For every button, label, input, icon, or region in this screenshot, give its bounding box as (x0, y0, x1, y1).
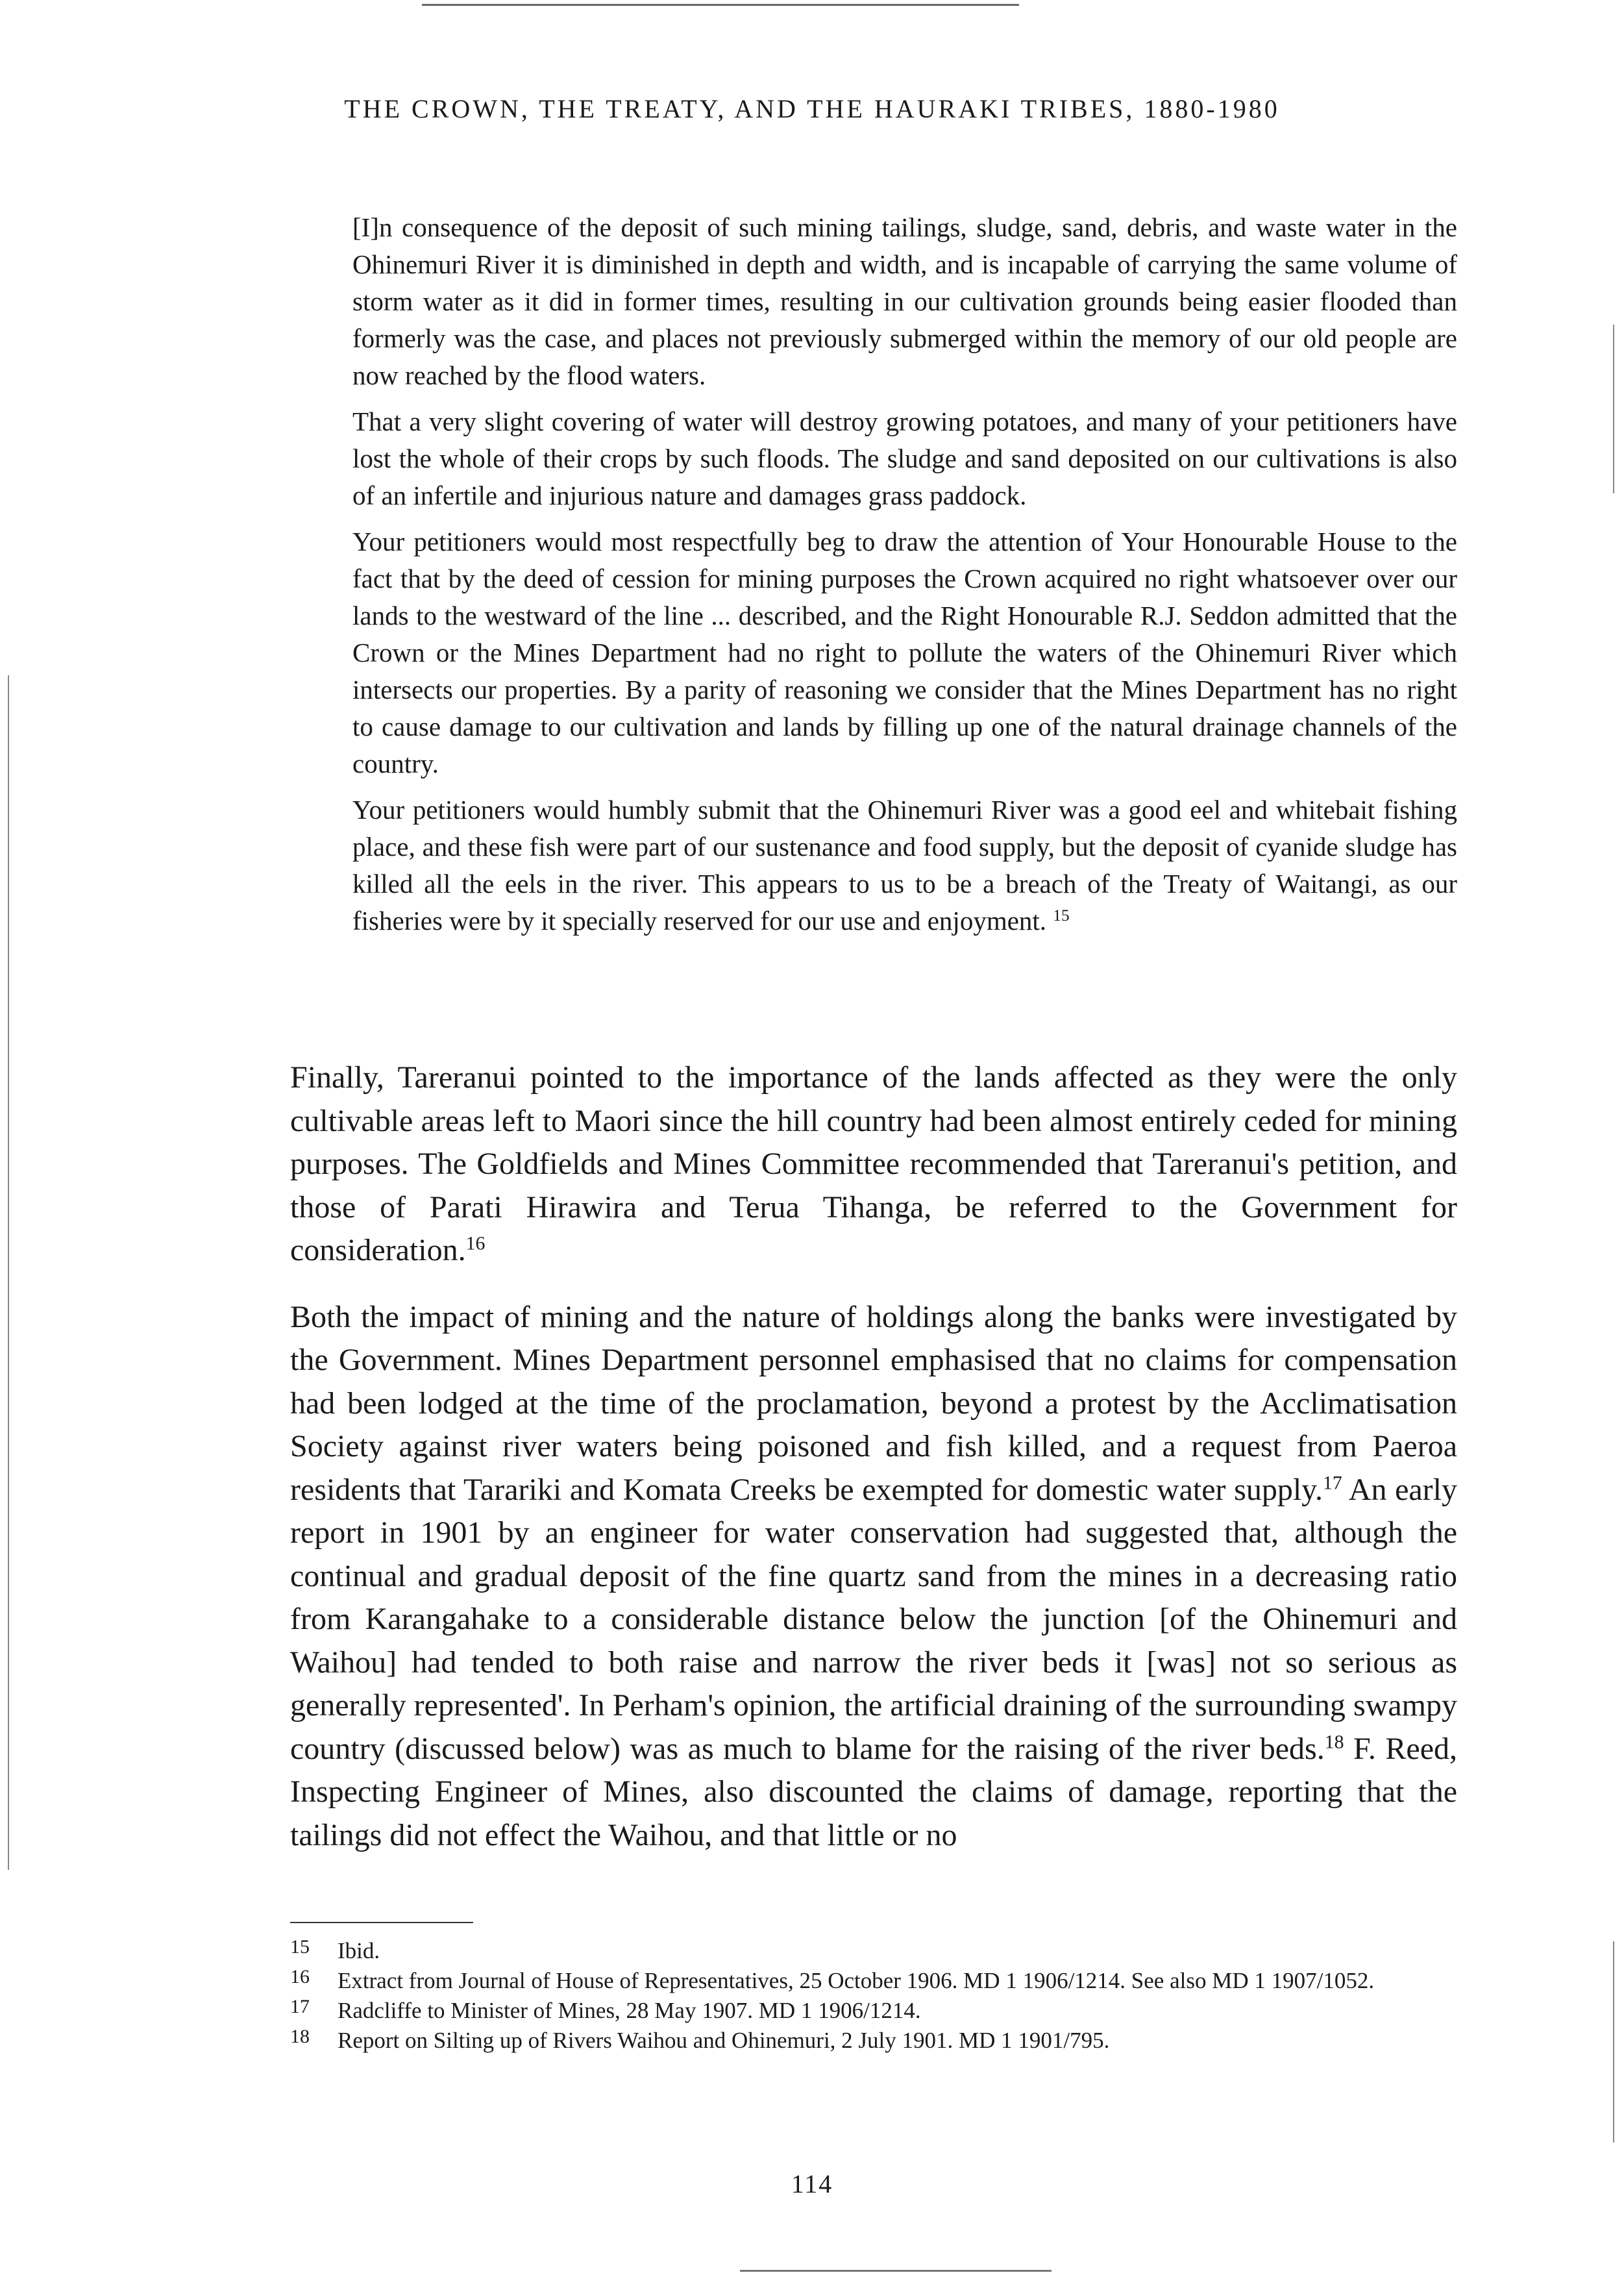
footnote (290, 1998, 1457, 2024)
running-head: THE CROWN, THE TREATY, AND THE HAURAKI TRIBES, 1880-1980 (344, 94, 1280, 123)
margin-mark-right (1613, 325, 1614, 493)
footnote-ref: 17 (1323, 1472, 1342, 1494)
quote-paragraph: Your petitioners would most respectfully beg to draw the attention of Your Honourable House to the fact that by the deed of cession for mining purposes the Crown acquired no right whatsoever over our lands to the westward of the line ... described, and the Right Honourable R.J. Seddon admitted that the Crown or the Mines Department had no right to pollute the waters of the Ohinemuri River which intersects our properties. By a parity of reasoning we consider that the Mines Department has no right to cause damage to our cultivation and lands by filling up one of the natural drainage channels of the country. (352, 527, 1457, 778)
footnote (290, 1938, 1457, 1964)
page-number: 114 (791, 2169, 833, 2198)
scan-edge-bottom (740, 2270, 1052, 2272)
body-paragraph (290, 1296, 1457, 1858)
margin-mark-left (8, 675, 9, 1870)
body-paragraph-text: F. Reed, Inspecting Engineer of Mines, also discounted the claims of damage, reporting that the tailings did not effect the Waihou, and that little or no (290, 1731, 1457, 1852)
quote-paragraph (352, 791, 1457, 939)
footnotes (290, 1938, 1457, 2058)
footnote-number: 15 (290, 1936, 310, 1958)
footnote-number: 18 (290, 2026, 310, 2047)
footnote-ref: 15 (1053, 906, 1070, 925)
body-paragraph-text: Finally, Tareranui pointed to the importance of the lands affected as they were the only cultivable areas left to Maori since the hill country had been almost entirely ceded for mining purposes. The Goldfields and Mines Committee recommended that Tareranui's petition, and those of Parati Hirawira and Terua Tihanga, be referred to the Government for consideration. (290, 1060, 1457, 1267)
footnote (290, 1968, 1457, 1994)
footnote-text: Radcliffe to Minister of Mines, 28 May 1907. MD 1 1906/1214. (338, 1998, 921, 2023)
body-paragraph (290, 1056, 1457, 1273)
footnote-ref: 16 (465, 1232, 486, 1254)
body-text (290, 1056, 1457, 1880)
footnote-text: Report on Silting up of Rivers Waihou and Ohinemuri, 2 July 1901. MD 1 1901/795. (338, 2028, 1110, 2053)
body-paragraph-text: Both the impact of mining and the nature of holdings along the banks were investigated by the Government. Mines Department personnel emphasised that no claims for compensation had been lodged at the time of the proclamation, beyond a protest by the Acclimatisation Society against river waters being poisoned and fish killed, and a request from Paeroa residents that Tarariki and Komata Creeks be exempted for domestic water supply. (290, 1299, 1457, 1507)
footnote-number: 16 (290, 1966, 310, 1987)
block-quote (352, 209, 1457, 949)
body-paragraph-text: An early report in 1901 by an engineer for water conservation had suggested that, although the continual and gradual deposit of the fine quartz sand from the mines in a decreasing ratio from Karangahake to a considerable distance below the junction [of the Ohinemuri and Waihou] had tended to both raise and narrow the river beds it [was] not so serious as generally represented'. In Perham's opinion, the artificial draining of the surrounding swampy country (discussed below) was as much to blame for the raising of the river beds. (290, 1472, 1457, 1766)
scan-edge-top (422, 4, 1019, 6)
footnote-rule (290, 1922, 473, 1923)
footnote-text: Ibid. (338, 1938, 380, 1963)
footnote (290, 2028, 1457, 2054)
footnote-number: 17 (290, 1996, 310, 2017)
quote-paragraph-text: Your petitioners would humbly submit that the Ohinemuri River was a good eel and whitebait fishing place, and these fish were part of our sustenance and food supply, but the deposit of cyanide sludge has killed all the eels in the river. This appears to us to be a breach of the Treaty of Waitangi, as our fisheries were by it specially reserved for our use and enjoyment. (352, 795, 1457, 936)
footnote-text: Extract from Journal of House of Representatives, 25 October 1906. MD 1 1906/1214. See also MD 1 1907/1052. (338, 1968, 1375, 1993)
quote-paragraph: That a very slight covering of water will destroy growing potatoes, and many of your petitioners have lost the whole of their crops by such floods. The sludge and sand deposited on our cultivations is also of an infertile and injurious nature and damages grass paddock. (352, 406, 1457, 510)
margin-mark-right-lower (1613, 1941, 1614, 2143)
quote-paragraph: [I]n consequence of the deposit of such mining tailings, sludge, sand, debris, and waste water in the Ohinemuri River it is diminished in depth and width, and is incapable of carrying the same volume of storm water as it did in former times, resulting in our cultivation grounds being easier flooded than formerly was the case, and places not previously submerged within the memory of our old people are now reached by the flood waters. (352, 212, 1457, 390)
footnote-ref: 18 (1324, 1731, 1344, 1753)
